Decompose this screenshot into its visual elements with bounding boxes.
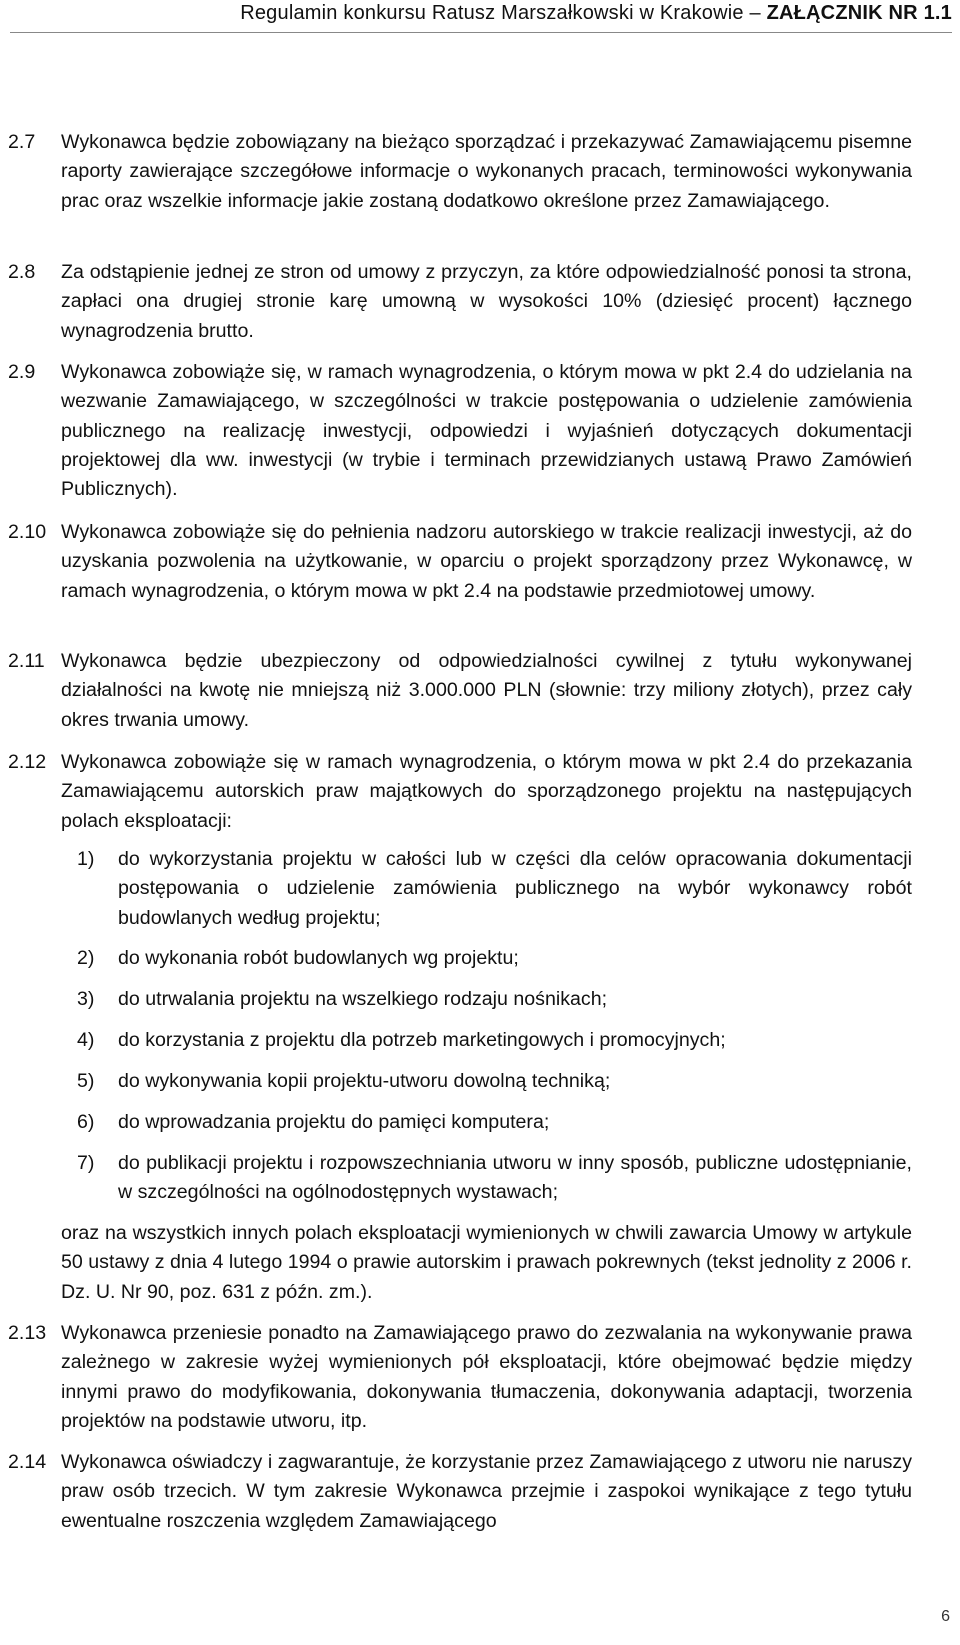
usage-field-item: [77, 944, 912, 973]
section-2-9: [8, 358, 912, 504]
usage-fields-closing-text: oraz na wszystkich innych polach eksploatacji wymienionych w chwili zawarcia Umowy w artykule 50 ustawy z dnia 4 lutego 1994 o prawie autorskim i prawach pokrewnych (tekst jednolity z 2006 r. Dz. U. Nr 90, poz. 631 z późn. zm.).: [61, 1222, 912, 1303]
item-text: do korzystania z projektu dla potrzeb marketingowych i promocyjnych;: [118, 1029, 726, 1051]
section-2-10: [8, 518, 912, 606]
item-text: do wykorzystania projektu w całości lub w części dla celów opracowania dokumentacji postępowania o udzielenie zamówienia publicznego na wybór wykonawcy robót budowlanych według projektu;: [118, 848, 912, 929]
section-number: 2.7: [8, 131, 36, 153]
section-text: Wykonawca zobowiąże się, w ramach wynagrodzenia, o którym mowa w pkt 2.4 do udzielania na wezwanie Zamawiającego, w szczególności w trakcie postępowania o udzielenie zamówienia publicznego na realizację inwestycji, odpowiedzi i wyjaśnień dotyczących dokumentacji projektowej dla ww. inwestycji (w trybie i terminach przewidzianych ustawą Prawo Zamówień Publicznych).: [61, 361, 912, 501]
section-2-14: [8, 1448, 912, 1536]
item-text: do wykonywania kopii projektu-utworu dowolną techniką;: [118, 1070, 611, 1092]
usage-field-item: [77, 985, 912, 1014]
section-text: Wykonawca przeniesie ponadto na Zamawiającego prawo do zezwalania na wykonywanie prawa zależnego w zakresie wyżej wymienionych pół eksploatacji, które obejmować będzie między innymi prawo do modyfikowania, dokonywania tłumaczenia, dokonywania adaptacji, tworzenia projektów na podstawie utworu, itp.: [61, 1322, 912, 1432]
item-number: 6): [77, 1111, 95, 1133]
section-number: 2.11: [8, 650, 45, 672]
header-title: Regulamin konkursu Ratusz Marszałkowski w Krakowie –: [240, 2, 767, 24]
section-text: Za odstąpienie jednej ze stron od umowy z przyczyn, za które odpowiedzialność ponosi ta strona, zapłaci ona drugiej stronie karę umowną w wysokości 10% (dziesięć procent) łącznego wynagrodzenia brutto.: [61, 261, 912, 342]
section-2-11: [8, 647, 912, 735]
section-number: 2.14: [8, 1451, 47, 1473]
usage-field-item: [77, 1149, 912, 1208]
item-number: 4): [77, 1029, 95, 1051]
item-text: do wykonania robót budowlanych wg projektu;: [118, 947, 519, 969]
header-attachment-label: ZAŁĄCZNIK NR 1.1: [766, 2, 952, 24]
section-2-13: [8, 1319, 912, 1436]
item-text: do publikacji projektu i rozpowszechniania utworu w inny sposób, publiczne udostępnianie, w szczególności na ogólnodostępnych wystawach;: [118, 1152, 912, 1204]
item-number: 7): [77, 1152, 95, 1174]
section-number: 2.8: [8, 261, 36, 283]
usage-field-item: [77, 1108, 912, 1137]
section-text: Wykonawca oświadczy i zagwarantuje, że korzystanie przez Zamawiającego z utworu nie naruszy praw osób trzecich. W tym zakresie Wykonawca przejmie i zaspokoi wynikające z tego tytułu ewentualne roszczenia względem Zamawiającego: [61, 1451, 912, 1532]
usage-field-item: [77, 845, 912, 933]
usage-field-item: [77, 1026, 912, 1055]
item-text: do utrwalania projektu na wszelkiego rodzaju nośnikach;: [118, 988, 608, 1010]
section-number: 2.12: [8, 751, 47, 773]
section-text: Wykonawca będzie ubezpieczony od odpowiedzialności cywilnej z tytułu wykonywanej działalności na kwotę nie mniejszą niż 3.000.000 PLN (słownie: trzy miliony złotych), przez cały okres trwania umowy.: [61, 650, 912, 731]
usage-field-item: [77, 1067, 912, 1096]
item-number: 2): [77, 947, 95, 969]
header-divider: [10, 32, 952, 33]
section-2-12: [8, 748, 912, 836]
section-text: Wykonawca zobowiąże się do pełnienia nadzoru autorskiego w trakcie realizacji inwestycji, aż do uzyskania pozwolenia na użytkowanie, w oparciu o projekt sporządzony przez Wykonawcę, w ramach wynagrodzenia, o którym mowa w pkt 2.4 na podstawie przedmiotowej umowy.: [61, 521, 912, 602]
item-number: 5): [77, 1070, 95, 1092]
section-text: Wykonawca zobowiąże się w ramach wynagrodzenia, o którym mowa w pkt 2.4 do przekazania Zamawiającemu autorskich praw majątkowych do sporządzonego projektu na następujących polach eksploatacji:: [61, 751, 912, 832]
item-number: 1): [77, 848, 95, 870]
section-number: 2.9: [8, 361, 36, 383]
page-header: [0, 2, 952, 25]
section-2-8: [8, 258, 912, 346]
section-number: 2.10: [8, 521, 47, 543]
item-number: 3): [77, 988, 95, 1010]
page-number: 6: [941, 1608, 950, 1625]
section-2-7: [8, 128, 912, 216]
item-text: do wprowadzania projektu do pamięci komputera;: [118, 1111, 550, 1133]
section-text: Wykonawca będzie zobowiązany na bieżąco sporządzać i przekazywać Zamawiającemu pisemne raporty zawierające szczegółowe informacje o wykonanych pracach, terminowości wykonywania prac oraz wszelkie informacje jakie zostaną dodatkowo określone przez Zamawiającego.: [61, 131, 912, 212]
section-number: 2.13: [8, 1322, 47, 1344]
